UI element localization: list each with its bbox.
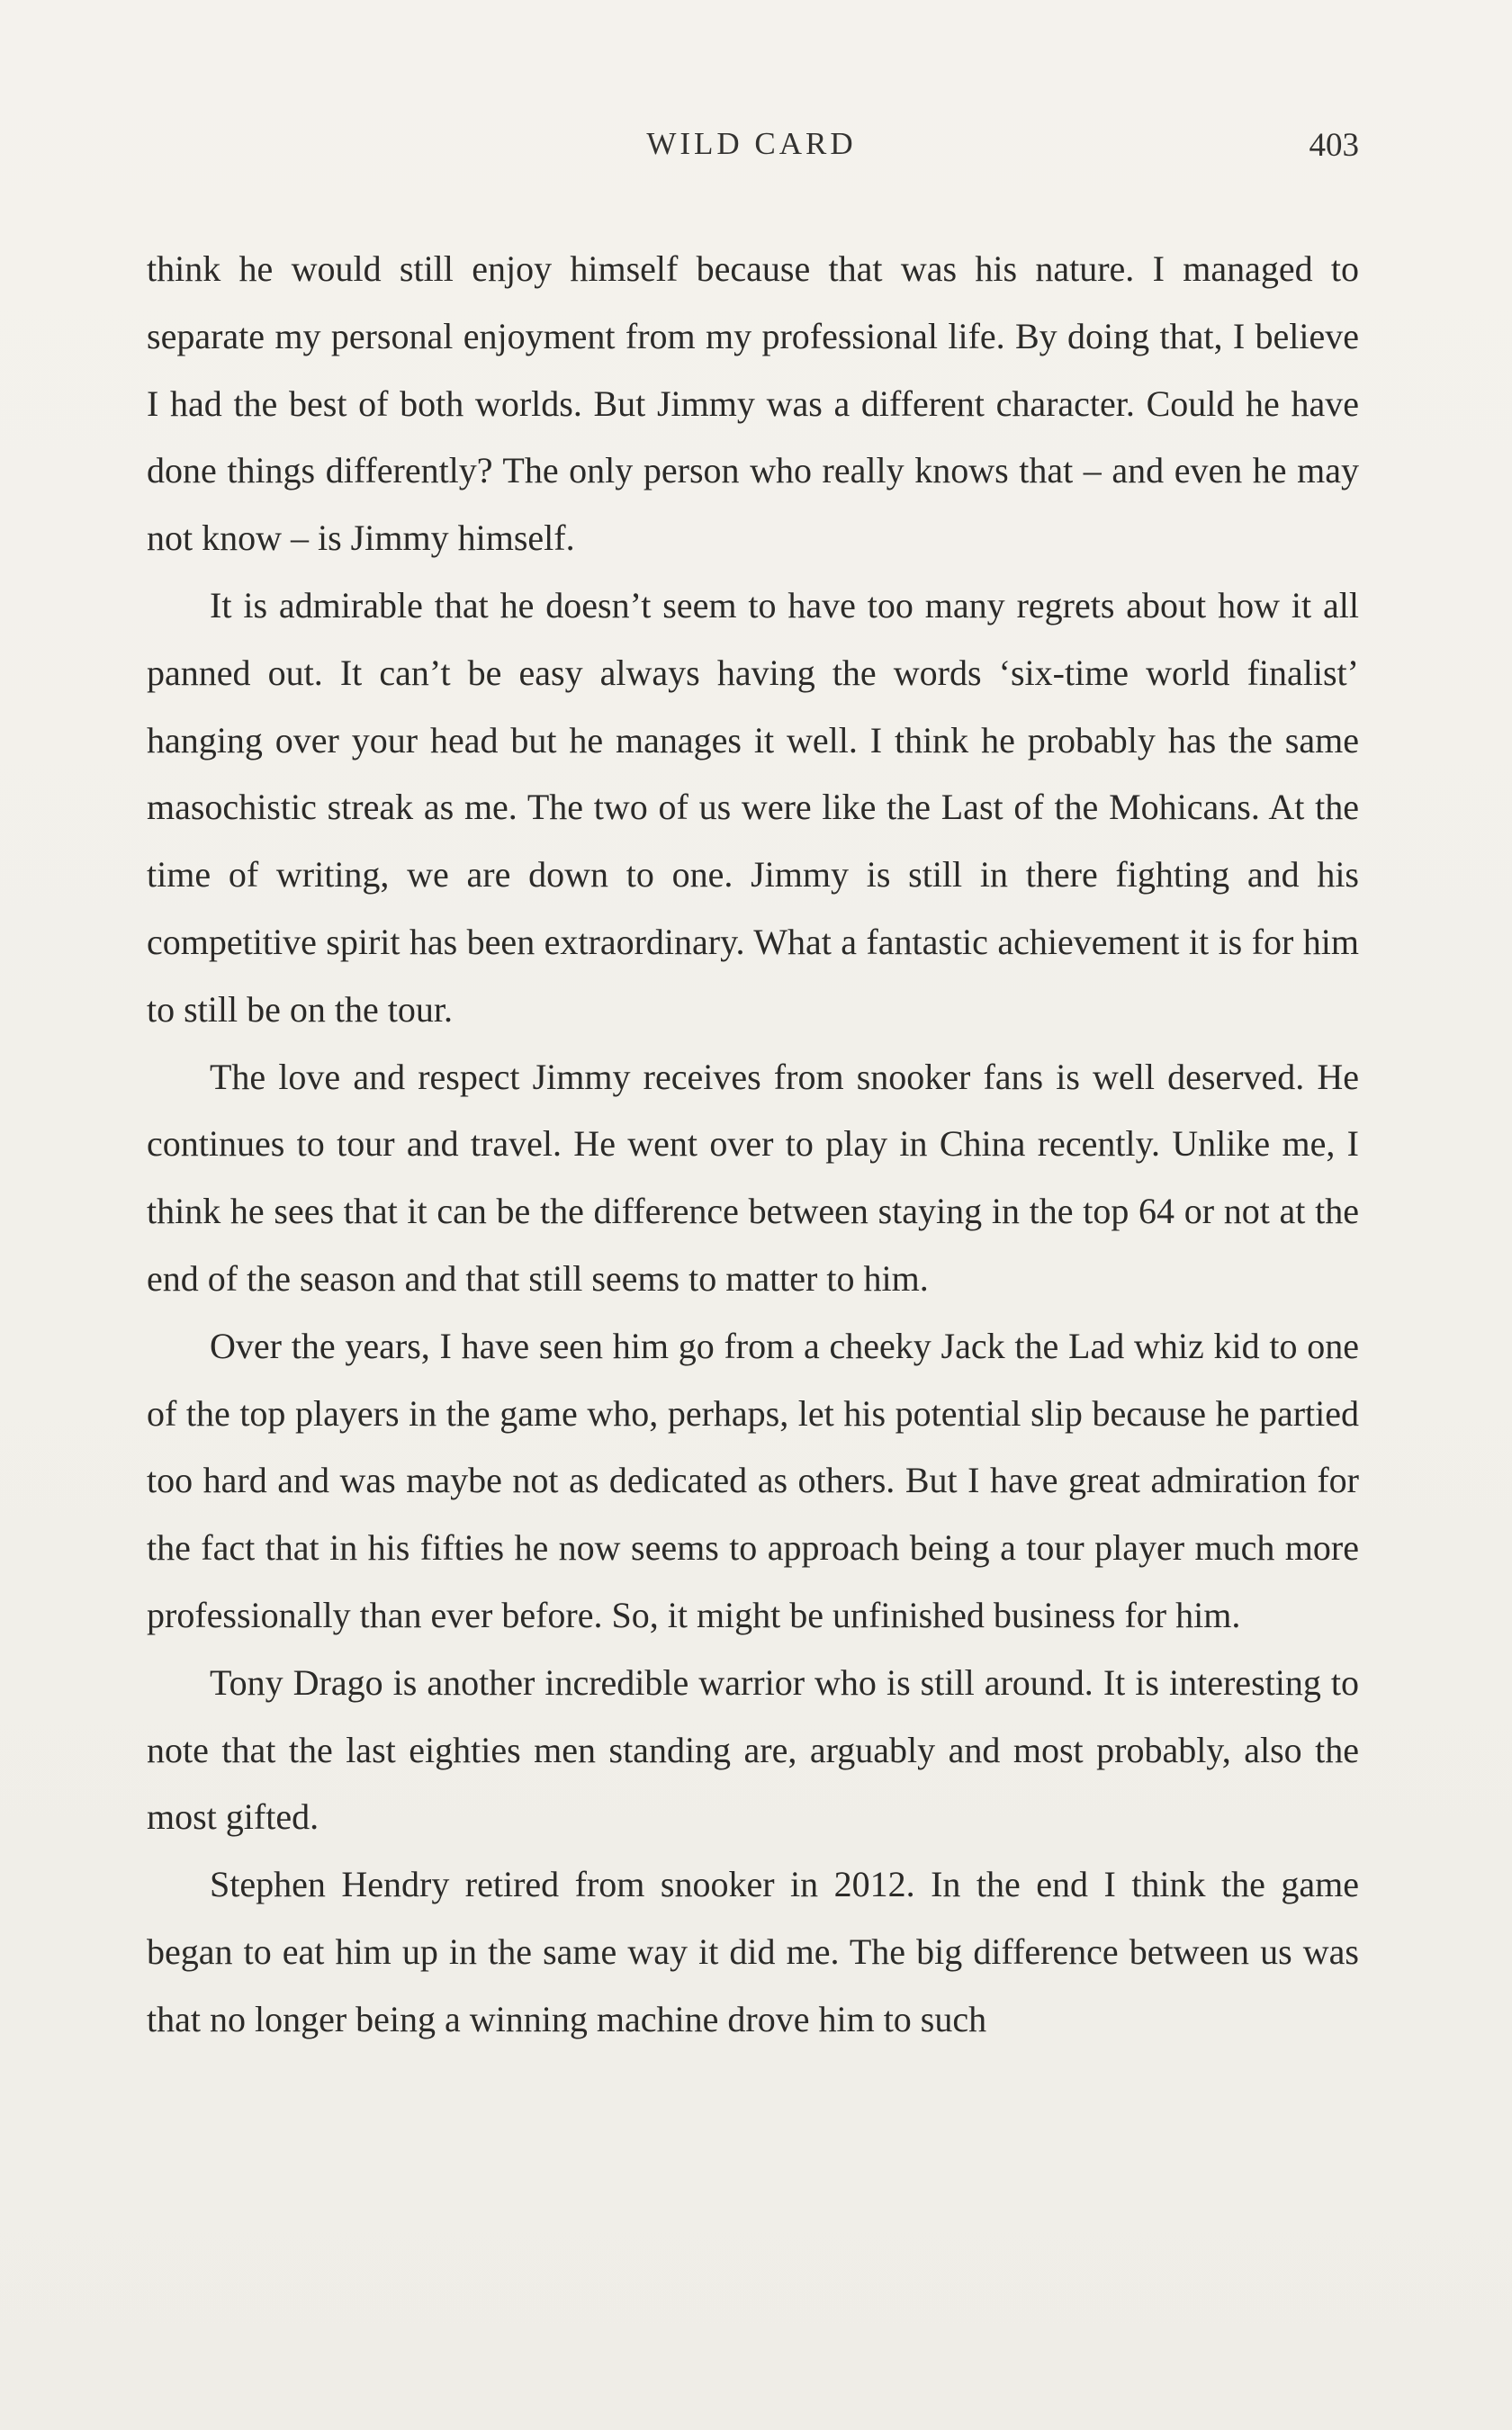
paragraph: think he would still enjoy himself because that was his nature. I managed to separate my personal enjoyment from my professional life. By doing that, I believe I had the best of both worlds. But Jimmy was a different character. Could he have done things differently? The only person who really knows that – and even he may not know – is Jimmy himself. bbox=[147, 248, 1359, 559]
paragraph: Tony Drago is another incredible warrior who is still around. It is interesting to note that the last eighties men standing are, arguably and most probably, also the most gifted. bbox=[147, 1661, 1359, 1838]
page-number: 403 bbox=[1309, 127, 1359, 164]
paragraph: The love and respect Jimmy receives from snooker fans is well deserved. He continues to tour and travel. He went over to play in China recently. Unlike me, I think he sees that it can be the difference between staying in the top 64 or not at the end of the season and that still seems to matter to him. bbox=[147, 1056, 1359, 1299]
paragraph: Stephen Hendry retired from snooker in 2012. In the end I think the game began to eat him up in the same way it did me. The big difference between us was that no longer being a winning machine drove him to such bbox=[147, 1864, 1359, 2039]
running-head bbox=[144, 126, 1359, 180]
paragraph: It is admirable that he doesn’t seem to have too many regrets about how it all panned out. It can’t be easy always having the words ‘six-time world finalist’ hanging over your head but he manages it well. I think he probably has the same masochistic streak as me. The two of us were like the Last of the Mohicans. At the time of writing, we are down to one. Jimmy is still in there fighting and his competitive spirit has been extraordinary. What a fantastic achievement it is for him to still be on the tour. bbox=[147, 584, 1359, 1030]
paragraph: Over the years, I have seen him go from a cheeky Jack the Lad whiz kid to one of the top players in the game who, perhaps, let his potential slip because he partied too hard and was maybe not as dedicated as others. But I have great admiration for the fact that in his fifties he now seems to approach being a tour player much more professionally than ever before. So, it might be unfinished business for him. bbox=[147, 1325, 1359, 1635]
running-title: WILD CARD bbox=[646, 126, 857, 161]
body-text bbox=[147, 236, 1359, 2054]
